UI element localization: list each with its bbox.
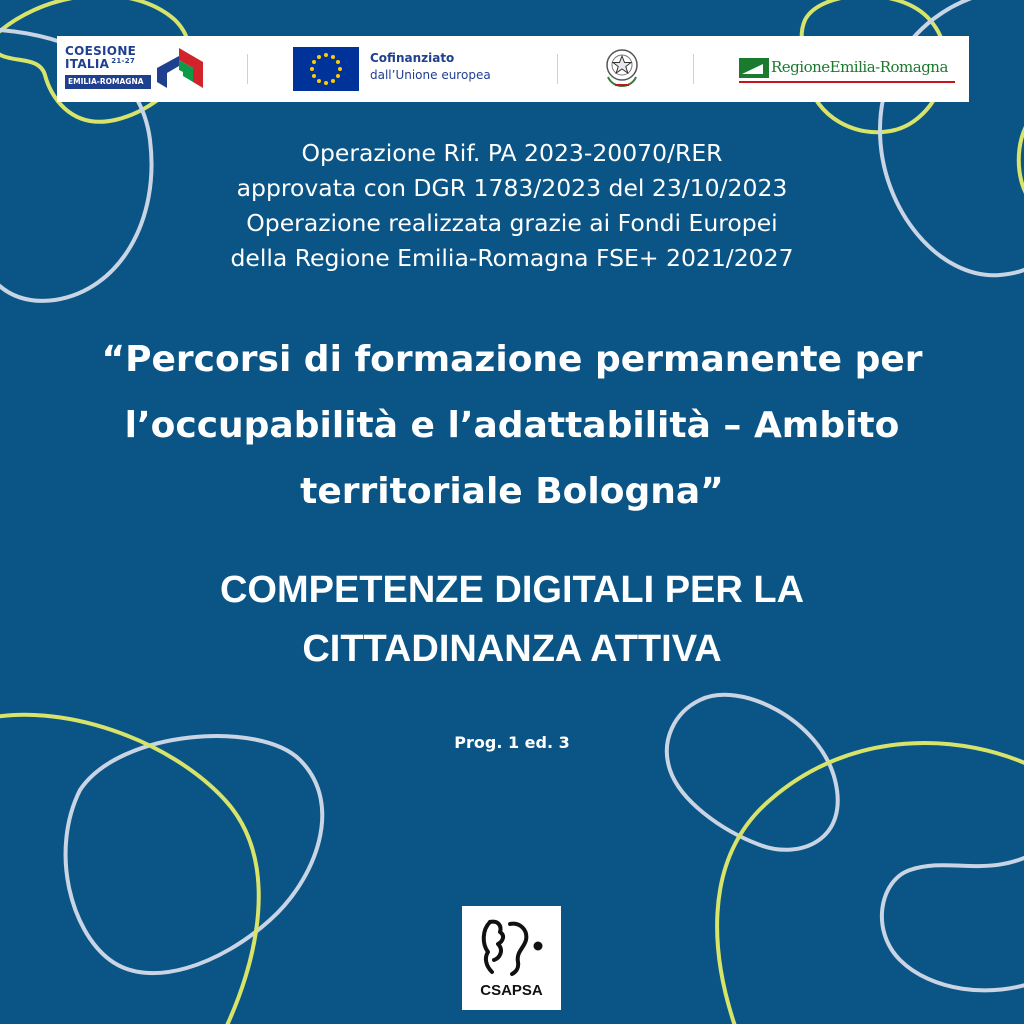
info-line: Operazione Rif. PA 2023-20070/RER	[301, 139, 723, 167]
coesione-italia: ITALIA	[65, 57, 110, 71]
region-logo-text: RegioneEmilia-Romagna	[771, 58, 948, 76]
info-line: della Regione Emilia-Romagna FSE+ 2021/2027	[230, 244, 794, 272]
logo-separator	[693, 54, 694, 84]
curve-yellow-bottom-right	[717, 743, 1024, 1024]
coesione-years: 21-27	[111, 57, 136, 65]
operation-info	[0, 136, 1024, 276]
prog-edition: Prog. 1 ed. 3	[454, 733, 570, 752]
logo-separator	[557, 54, 558, 84]
subtitle-line: COMPETENZE DIGITALI PER LA	[219, 569, 805, 611]
program-title	[0, 327, 1024, 525]
eu-cofinanced-text	[370, 50, 491, 84]
eu-line1: Cofinanziato	[370, 51, 455, 65]
coesione-line1: COESIONE	[65, 44, 137, 58]
csapsa-label: CSAPSA	[480, 982, 543, 999]
title-line: territoriale Bologna”	[300, 471, 724, 512]
eu-line2: dall’Unione europea	[370, 68, 491, 82]
title-line: l’occupabilità e l’adattabilità – Ambito	[124, 405, 900, 446]
title-line: “Percorsi di formazione permanente per	[101, 339, 923, 380]
coesione-line2	[65, 57, 135, 71]
csapsa-logo	[462, 906, 561, 1010]
info-line: Operazione realizzata grazie ai Fondi Europei	[246, 209, 778, 237]
course-title	[0, 561, 1024, 679]
regione-emilia-romagna-logo	[739, 54, 959, 84]
curve-light-bottom-right-2	[882, 850, 1024, 990]
logo-separator	[247, 54, 248, 84]
coesione-mark-icon	[153, 46, 205, 92]
region-logo-underline	[739, 81, 955, 83]
csapsa-faces-icon	[476, 916, 548, 978]
curve-yellow-bottom-left	[0, 715, 259, 1024]
region-flag-icon	[739, 58, 769, 78]
eu-flag-icon	[293, 47, 359, 91]
info-line: approvata con DGR 1783/2023 del 23/10/2023	[236, 174, 788, 202]
coesione-italia-logo	[65, 44, 215, 94]
italian-republic-emblem-icon	[603, 45, 641, 93]
logo-bar	[57, 36, 969, 102]
subtitle-line: CITTADINANZA ATTIVA	[302, 628, 722, 670]
coesione-region: EMILIA-ROMAGNA	[65, 75, 151, 89]
